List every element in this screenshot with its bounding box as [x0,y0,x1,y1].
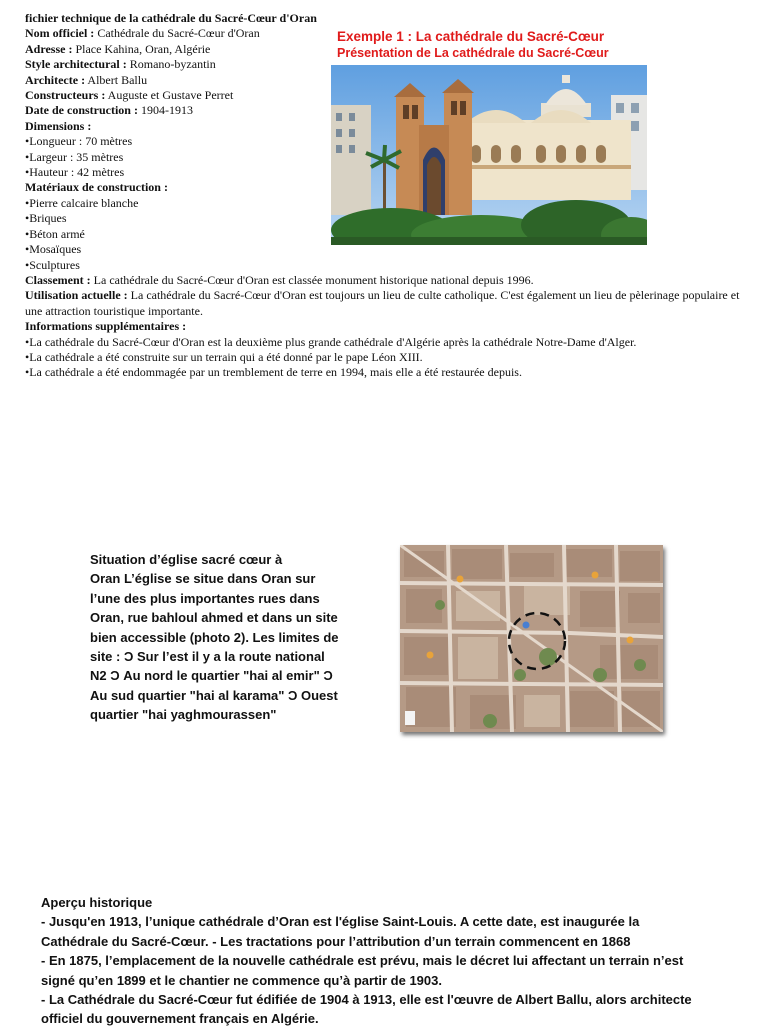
history-line: officiel du gouvernement français en Algérie. [41,1011,319,1027]
history-line: - Jusqu'en 1913, l’unique cathédrale d’Oran est l'église Saint-Louis. A cette date, est inaugurée la [41,914,640,930]
situation-line: N2 Ͻ Au nord le quartier "hai al emir" Ͻ [90,668,333,684]
field-label: Utilisation actuelle : [25,288,128,303]
field-value: Romano-byzantin [126,57,216,72]
material-item: •Briques [25,211,67,226]
material-item: •Mosaïques [25,242,82,257]
dimension-item: •Largeur : 35 mètres [25,149,124,164]
dimension-item: •Hauteur : 42 mètres [25,165,125,180]
field-value: Cathédrale du Sacré-Cœur d'Oran [94,26,260,41]
situation-line: bien accessible (photo 2). Les limites de [90,629,339,645]
field-label: Architecte : [25,72,86,87]
field-value: Auguste et Gustave Perret [105,88,234,103]
history-line: - La Cathédrale du Sacré-Cœur fut édifiée de 1904 à 1913, elle est l'œuvre de Albert Ballu, alors architecte [41,992,692,1008]
history-line: signé qu’en 1899 et le chantier ne commence qu’à partir de 1903. [41,972,442,988]
info-item: •La cathédrale a été endommagée par un tremblement de terre en 1994, mais elle a été restaurée depuis. [25,365,522,380]
field-label: Classement : [25,272,91,287]
field-materiaux: Matériaux de construction : [25,180,168,195]
field-label: Constructeurs : [25,88,106,103]
situation-line: Oran, rue bahloul ahmed et dans un site [90,610,338,626]
sheet-title: fichier technique de la cathédrale du Sacré-Cœur d'Oran [25,11,317,25]
field-dimensions: Dimensions : [25,118,92,133]
historical-overview [41,893,751,1029]
history-title: Aperçu historique [41,895,153,910]
cathedral-photo [331,65,647,245]
material-item: •Pierre calcaire blanche [25,195,139,210]
situation-line: Au sud quartier "hai al karama" Ͻ Ouest [90,687,338,703]
material-item: •Sculptures [25,257,80,272]
info-item: •La cathédrale du Sacré-Cœur d'Oran est la deuxième plus grande cathédrale d'Algérie après la cathédrale Notre-Dame d'Alger. [25,334,637,349]
field-classement [25,273,750,288]
situation-line: Situation d’église sacré cœur à [90,552,283,567]
field-infos: Informations supplémentaires : [25,319,187,334]
history-line: - En 1875, l’emplacement de la nouvelle cathédrale est prévu, mais le décret lui affectant un terrain n’est [41,953,684,969]
info-item: •La cathédrale a été construite sur un terrain qui a été donné par le pape Léon XIII. [25,349,423,364]
example-subtitle: Présentation de La cathédrale du Sacré-Cœur [337,46,609,60]
material-item: •Béton armé [25,226,85,241]
situation-paragraph [90,550,380,725]
field-value: La cathédrale du Sacré-Cœur d'Oran est classée monument historique national depuis 1996. [90,272,534,287]
example-title: Exemple 1 : La cathédrale du Sacré-Cœur [337,29,605,44]
satellite-map [400,545,663,732]
field-value: Albert Ballu [85,72,148,87]
field-label: Nom officiel : [25,26,95,41]
field-value: Place Kahina, Oran, Algérie [72,41,211,56]
situation-line: site : Ͻ Sur l’est il y a la route national [90,649,325,665]
field-utilisation [25,288,750,319]
history-line: Cathédrale du Sacré-Cœur. - Les tractations pour l’attribution d’un terrain commencent en 1868 [41,933,631,949]
field-label: Style architectural : [25,57,127,72]
situation-line: quartier "hai yaghmourassen" [90,707,277,723]
field-label: Adresse : [25,41,73,56]
situation-line: l’une des plus importantes rues dans [90,590,320,606]
dimension-item: •Longueur : 70 mètres [25,134,133,149]
situation-line: Oran L’église se situe dans Oran sur [90,571,316,587]
field-value: 1904-1913 [137,103,193,118]
field-value: La cathédrale du Sacré-Cœur d'Oran est toujours un lieu de culte catholique. C'est également un lieu de pèlerinage populaire et une attraction touristique importante. [25,288,740,318]
example-heading [337,28,609,61]
field-label: Date de construction : [25,103,138,118]
